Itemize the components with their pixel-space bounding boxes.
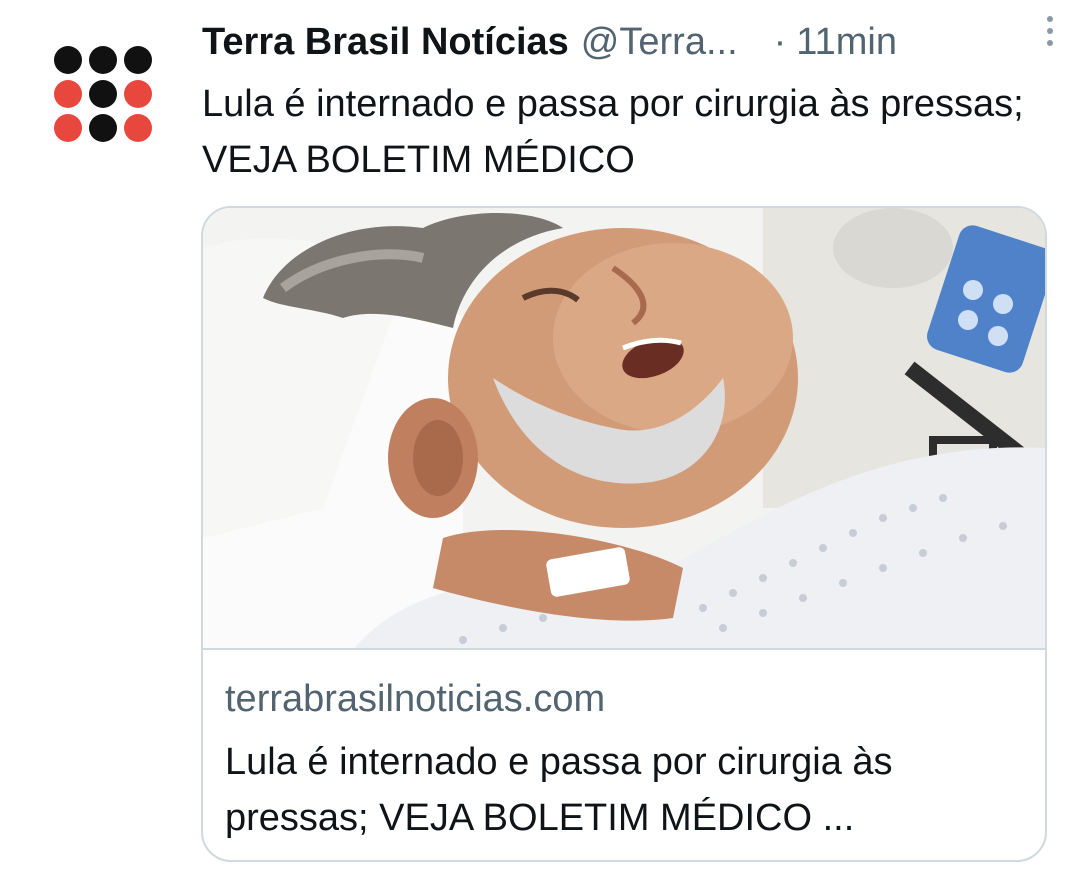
avatar[interactable]: [48, 38, 158, 148]
timestamp[interactable]: 11min: [796, 20, 897, 63]
more-vertical-icon[interactable]: [1044, 14, 1056, 48]
author-handle[interactable]: @Terra...: [580, 20, 738, 63]
hospital-patient-photo-icon: [203, 208, 1047, 650]
card-domain[interactable]: terrabrasilnoticias.com: [225, 678, 606, 720]
tweet-header: [202, 14, 1062, 70]
author-name[interactable]: Terra Brasil Notícias: [202, 20, 569, 63]
link-card[interactable]: [201, 206, 1047, 862]
tweet-text: Lula é internado e passa por cirurgia às pressas; VEJA BOLETIM MÉDICO: [202, 83, 1024, 181]
card-title[interactable]: Lula é internado e passa por cirurgia às pressas; VEJA BOLETIM MÉDICO ...: [225, 741, 893, 839]
card-image[interactable]: [203, 208, 1047, 650]
dot-grid-logo-icon: [48, 38, 158, 148]
separator: ·: [773, 20, 787, 63]
